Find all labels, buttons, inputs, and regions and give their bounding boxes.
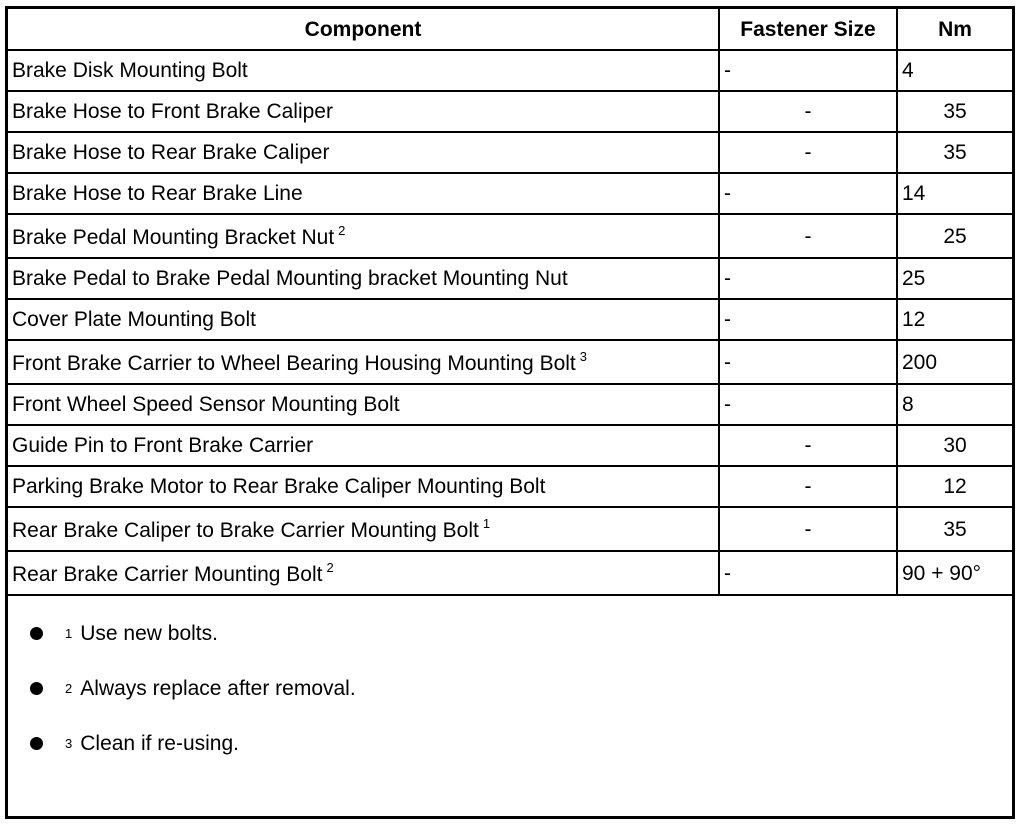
- nm-cell: 200: [897, 340, 1012, 384]
- nm-cell: 35: [897, 132, 1012, 173]
- fastener-size-cell: -: [719, 132, 897, 173]
- component-cell: [8, 340, 719, 384]
- nm-cell: 12: [897, 299, 1012, 340]
- fastener-size-cell: -: [719, 258, 897, 299]
- table-row: [8, 551, 1012, 595]
- fastener-size-cell: -: [719, 384, 897, 425]
- component-cell: [8, 507, 719, 551]
- header-fastener-size: Fastener Size: [719, 9, 897, 50]
- fastener-size-cell: -: [719, 466, 897, 507]
- footnote-item: [30, 606, 1012, 661]
- component-name: Brake Disk Mounting Bolt: [12, 59, 248, 82]
- bullet-icon: [30, 737, 43, 750]
- table-row: [8, 384, 1012, 425]
- fastener-size-cell: -: [719, 425, 897, 466]
- torque-spec-document: [5, 6, 1015, 819]
- fastener-size-cell: -: [719, 214, 897, 258]
- fastener-size-cell: -: [719, 91, 897, 132]
- fastener-size-cell: -: [719, 299, 897, 340]
- table-row: [8, 50, 1012, 91]
- component-cell: [8, 551, 719, 595]
- footnote-item: [30, 661, 1012, 716]
- nm-cell: 12: [897, 466, 1012, 507]
- fastener-size-cell: -: [719, 507, 897, 551]
- footnote-number: 1: [65, 626, 73, 641]
- nm-cell: 35: [897, 91, 1012, 132]
- bullet-icon: [30, 627, 43, 640]
- component-name: Brake Pedal to Brake Pedal Mounting bracket Mounting Nut: [12, 267, 568, 290]
- nm-cell: 90 + 90°: [897, 551, 1012, 595]
- component-name: Front Brake Carrier to Wheel Bearing Housing Mounting Bolt: [12, 352, 576, 375]
- nm-cell: 25: [897, 214, 1012, 258]
- table-row: [8, 466, 1012, 507]
- nm-cell: 30: [897, 425, 1012, 466]
- footnote-number: 3: [65, 736, 73, 751]
- component-name: Front Wheel Speed Sensor Mounting Bolt: [12, 393, 400, 416]
- table-row: [8, 299, 1012, 340]
- component-name: Brake Hose to Rear Brake Caliper: [12, 141, 330, 164]
- table-header-row: [8, 9, 1012, 50]
- component-name: Brake Hose to Front Brake Caliper: [12, 100, 333, 123]
- footnote-ref: 1: [482, 516, 491, 531]
- table-row: [8, 258, 1012, 299]
- nm-cell: 8: [897, 384, 1012, 425]
- nm-cell: 4: [897, 50, 1012, 91]
- component-cell: [8, 173, 719, 214]
- component-name: Cover Plate Mounting Bolt: [12, 308, 256, 331]
- nm-cell: 35: [897, 507, 1012, 551]
- footnote-ref: 2: [326, 560, 334, 575]
- component-cell: [8, 91, 719, 132]
- component-name: Rear Brake Caliper to Brake Carrier Mounting Bolt: [12, 519, 479, 542]
- fastener-size-cell: -: [719, 340, 897, 384]
- component-cell: [8, 132, 719, 173]
- footnote-text: Clean if re-using.: [80, 731, 239, 755]
- component-name: Rear Brake Carrier Mounting Bolt: [12, 563, 323, 586]
- table-row: [8, 91, 1012, 132]
- component-cell: [8, 384, 719, 425]
- footnote-number: 2: [65, 681, 73, 696]
- component-cell: [8, 466, 719, 507]
- header-component: Component: [8, 9, 719, 50]
- table-row: [8, 132, 1012, 173]
- table-row: [8, 340, 1012, 384]
- footnote-text: Always replace after removal.: [80, 676, 356, 700]
- component-name: Parking Brake Motor to Rear Brake Caliper Mounting Bolt: [12, 475, 546, 498]
- component-name: Brake Pedal Mounting Bracket Nut: [12, 226, 335, 249]
- component-name: Guide Pin to Front Brake Carrier: [12, 434, 314, 457]
- table-row: [8, 425, 1012, 466]
- component-cell: [8, 214, 719, 258]
- fastener-size-cell: -: [719, 50, 897, 91]
- component-cell: [8, 299, 719, 340]
- nm-cell: 14: [897, 173, 1012, 214]
- component-cell: [8, 258, 719, 299]
- component-name: Brake Hose to Rear Brake Line: [12, 182, 303, 205]
- table-row: [8, 173, 1012, 214]
- component-cell: [8, 50, 719, 91]
- bullet-icon: [30, 682, 43, 695]
- table-row: [8, 214, 1012, 258]
- torque-spec-table: [8, 9, 1012, 596]
- component-cell: [8, 425, 719, 466]
- fastener-size-cell: -: [719, 551, 897, 595]
- nm-cell: 25: [897, 258, 1012, 299]
- footnotes: [8, 596, 1012, 771]
- header-nm: Nm: [897, 9, 1012, 50]
- footnote-item: [30, 716, 1012, 771]
- footnote-text: Use new bolts.: [80, 621, 218, 645]
- footnote-ref: 2: [338, 223, 346, 238]
- table-row: [8, 507, 1012, 551]
- fastener-size-cell: -: [719, 173, 897, 214]
- footnote-ref: 3: [579, 349, 587, 364]
